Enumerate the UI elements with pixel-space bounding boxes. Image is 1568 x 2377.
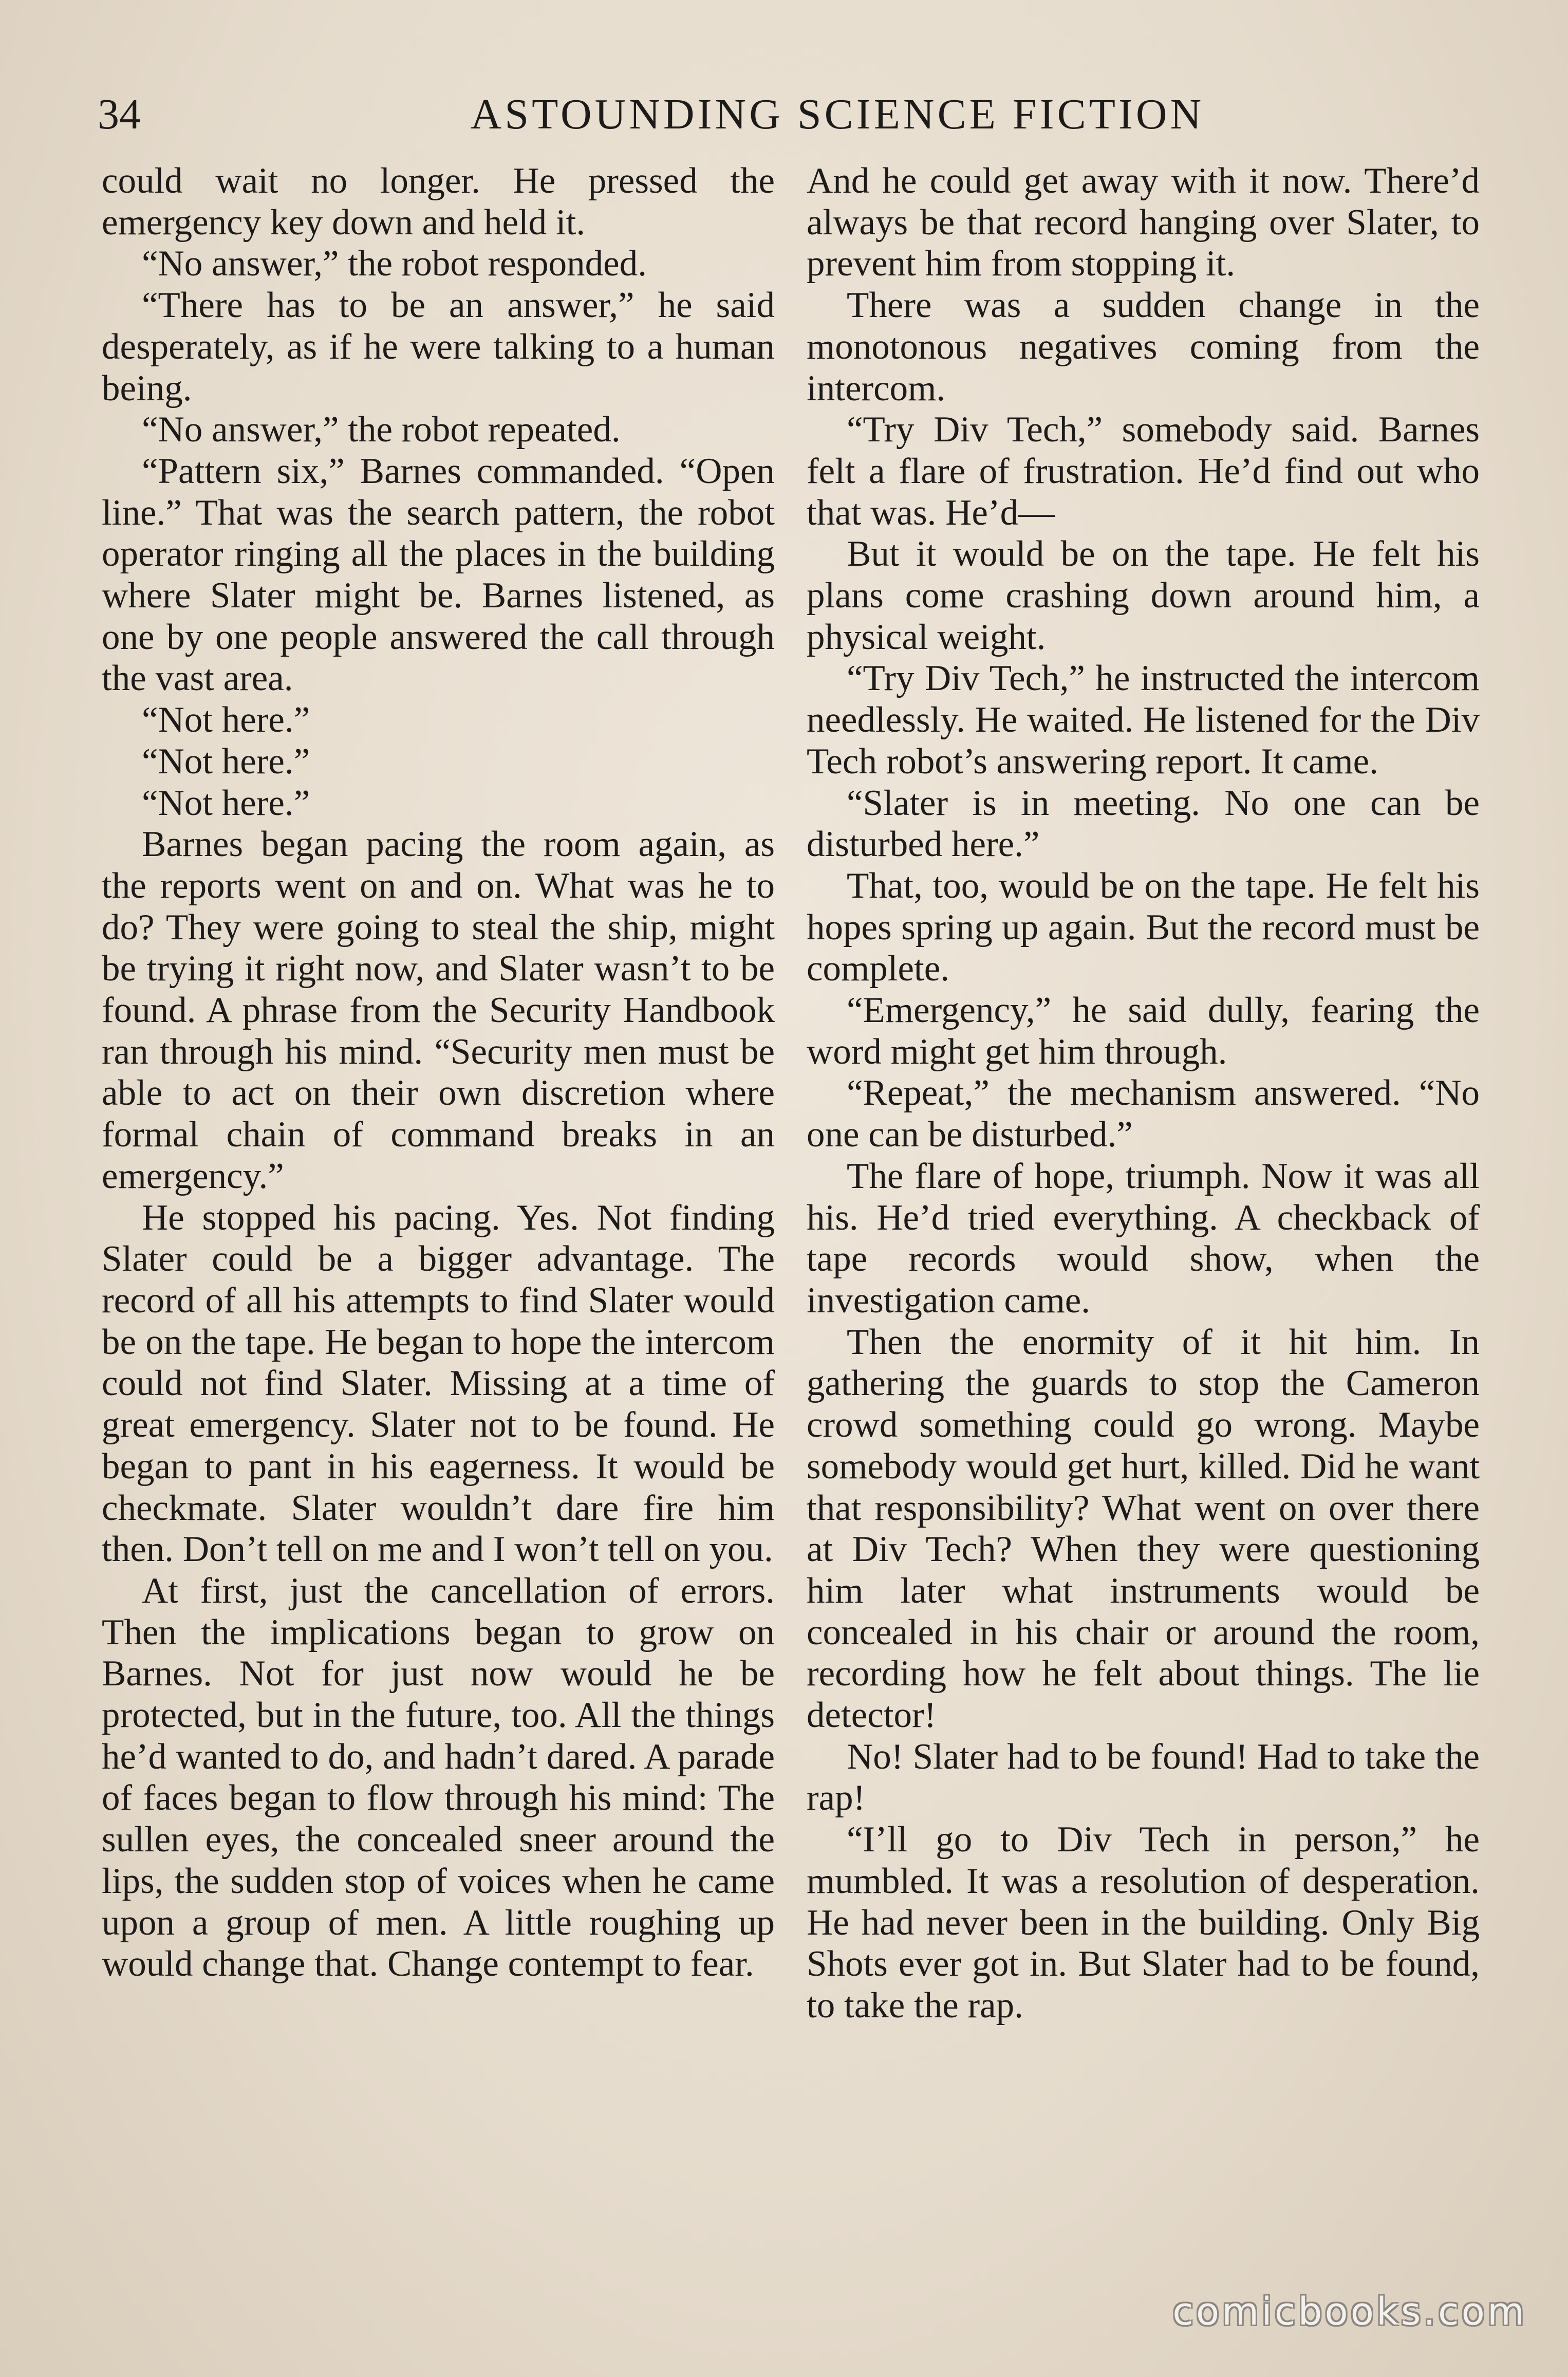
paragraph: Barnes began pacing the room again, as the reports went on and on. What was he to do? They were going to steal the ship, might be trying it right now, and Slater wasn’t to be found. A phrase from the Security Handbook ran through his mind. “Security men must be able to act on their own discretion where formal chain of command breaks in an emergency.” bbox=[102, 824, 775, 1196]
page-header bbox=[98, 86, 1474, 143]
paragraph: That, too, would be on the tape. He felt his hopes spring up again. But the record must be complete. bbox=[807, 865, 1480, 989]
right-column bbox=[807, 160, 1480, 2027]
paragraph: “I’ll go to Div Tech in person,” he mumbled. It was a resolution of desperation. He had never been in the building. Only Big Shots ever got in. But Slater had to be found, to take the rap. bbox=[807, 1819, 1480, 2026]
paragraph: “Not here.” bbox=[142, 700, 310, 740]
paragraph: Then the enormity of it hit him. In gathering the guards to stop the Cameron crowd something could go wrong. Maybe somebody would get hurt, killed. Did he want that responsibility? What went on over there at Div Tech? When they were questioning him later what instruments would be concealed in his chair or around the room, recording how he felt about things. The lie detector! bbox=[807, 1322, 1480, 1736]
paragraph: “Repeat,” the mechanism answered. “No one can be disturbed.” bbox=[807, 1073, 1480, 1155]
paragraph: But it would be on the tape. He felt his plans come crashing down around him, a physical weight. bbox=[807, 534, 1480, 657]
paragraph: “No answer,” the robot repeated. bbox=[142, 410, 621, 450]
paragraph: The flare of hope, triumph. Now it was all his. He’d tried everything. A checkback of tape records would show, when the investigation came. bbox=[807, 1156, 1480, 1321]
paragraph: At first, just the cancellation of errors. Then the implications began to grow on Barnes. Not for just now would he be protected, but in the future, too. All the things he’d wanted to do, and hadn’t dared. A parade of faces began to flow through his mind: The sullen eyes, the concealed sneer around the lips, the sudden stop of voices when he came upon a group of men. A little roughing up would change that. Change contempt to fear. bbox=[102, 1570, 775, 1984]
page-number: 34 bbox=[98, 90, 141, 138]
paragraph: could wait no longer. He pressed the emergency key down and held it. bbox=[102, 161, 775, 243]
paragraph: No! Slater had to be found! Had to take the rap! bbox=[807, 1736, 1480, 1818]
paragraph: “No answer,” the robot responded. bbox=[142, 244, 647, 284]
paragraph: “There has to be an answer,” he said desperately, as if he were talking to a human being. bbox=[102, 285, 775, 408]
paragraph: “Try Div Tech,” he instructed the intercom needlessly. He waited. He listened for the Div Tech robot’s answering report. It came. bbox=[807, 658, 1480, 782]
paragraph: “Slater is in meeting. No one can be disturbed here.” bbox=[807, 783, 1480, 865]
left-column bbox=[102, 160, 775, 1985]
paragraph: “Not here.” bbox=[142, 741, 310, 782]
paragraph: He stopped his pacing. Yes. Not finding Slater could be a bigger advantage. The record of all his attempts to find Slater would be on the tape. He began to hope the intercom could not find Slater. Missing at a time of great emergency. Slater not to be found. He began to pant in his eagerness. It would be checkmate. Slater wouldn’t dare fire him then. Don’t tell on me and I won’t tell on you. bbox=[102, 1197, 775, 1570]
paragraph: There was a sudden change in the monotonous negatives coming from the intercom. bbox=[807, 285, 1480, 408]
paragraph: “Not here.” bbox=[142, 783, 310, 823]
running-head: ASTOUNDING SCIENCE FICTION bbox=[470, 90, 1205, 138]
paragraph: “Pattern six,” Barnes commanded. “Open line.” That was the search pattern, the robot operator ringing all the places in the building where Slater might be. Barnes listened, as one by one people answered the call through the vast area. bbox=[102, 451, 775, 699]
paragraph: And he could get away with it now. There’d always be that record hanging over Slater, to prevent him from stopping it. bbox=[807, 161, 1480, 284]
watermark: comicbooks.com bbox=[1172, 2290, 1527, 2334]
paragraph: “Emergency,” he said dully, fearing the word might get him through. bbox=[807, 990, 1480, 1072]
paragraph: “Try Div Tech,” somebody said. Barnes felt a flare of frustration. He’d find out who that was. He’d— bbox=[807, 410, 1480, 533]
